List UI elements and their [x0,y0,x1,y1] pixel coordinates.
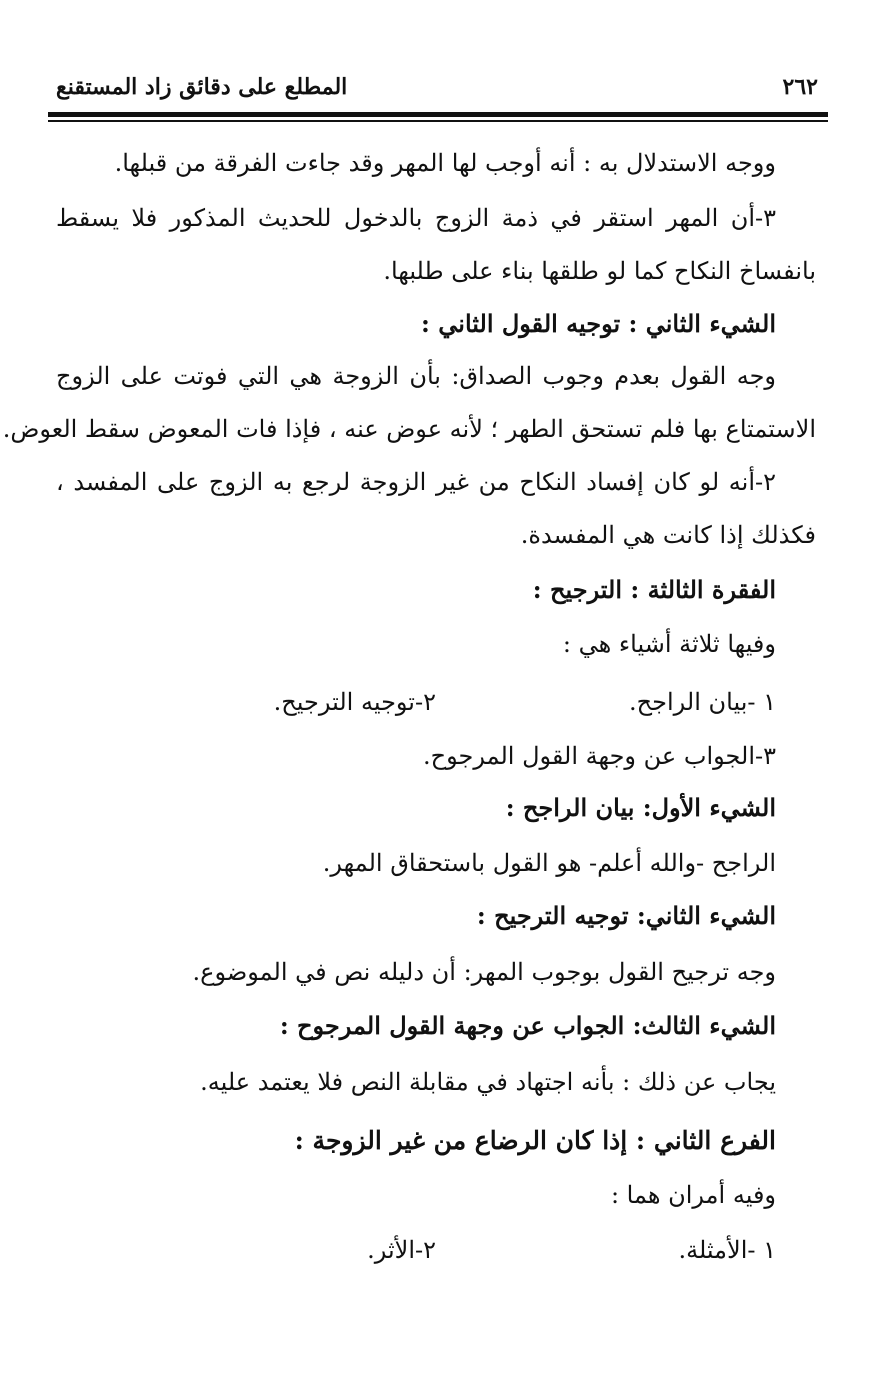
header-rule-thin [48,120,828,122]
list-item: ١ -الأمثلة. [678,1236,776,1264]
text-line: الاستمتاع بها فلم تستحق الطهر ؛ لأنه عوض عنه ، فإذا فات المعوض سقط العوض. [2,415,816,443]
section-heading: الشيء الثاني : توجيه القول الثاني : [421,309,776,338]
text-line: الراجح -والله أعلم- هو القول باستحقاق المهر. [322,849,776,877]
list-item: ٢-الأثر. [367,1236,436,1264]
text-line: وفيه أمران هما : [610,1181,776,1209]
section-heading: الشيء الأول: بيان الراجح : [505,793,776,822]
subsection-heading: الفرع الثاني : إذا كان الرضاع من غير الزوجة : [294,1126,776,1155]
text-line: فكذلك إذا كانت هي المفسدة. [520,521,816,549]
book-title: المطلع على دقائق زاد المستقنع [56,74,348,100]
text-line: وفيها ثلاثة أشياء هي : [562,630,776,658]
section-heading: الشيء الثالث: الجواب عن وجهة القول المرجوح : [279,1011,776,1040]
text-line: ٣-أن المهر استقر في ذمة الزوج بالدخول للحديث المذكور فلا يسقط [56,204,776,232]
text-line: بانفساخ النكاح كما لو طلقها بناء على طلبها. [383,257,816,285]
running-header [48,68,828,108]
text-line: يجاب عن ذلك : بأنه اجتهاد في مقابلة النص فلا يعتمد عليه. [200,1068,776,1096]
text-line: ووجه الاستدلال به : أنه أوجب لها المهر وقد جاءت الفرقة من قبلها. [114,149,776,177]
text-line: ٢-أنه لو كان إفساد النكاح من غير الزوجة لرجع به الزوج على المفسد ، [56,468,776,496]
text-line: وجه ترجيح القول بوجوب المهر: أن دليله نص في الموضوع. [192,958,776,986]
list-item: ٣-الجواب عن وجهة القول المرجوح. [422,742,776,770]
text-line: وجه القول بعدم وجوب الصداق: بأن الزوجة هي التي فوتت على الزوج [56,362,776,390]
list-item: ١ -بيان الراجح. [629,688,776,716]
page-number: ٢٦٢ [782,74,818,100]
header-rule-thick [48,112,828,117]
section-heading: الشيء الثاني: توجيه الترجيح : [476,901,776,930]
list-item: ٢-توجيه الترجيح. [273,688,436,716]
section-heading: الفقرة الثالثة : الترجيح : [532,575,776,604]
